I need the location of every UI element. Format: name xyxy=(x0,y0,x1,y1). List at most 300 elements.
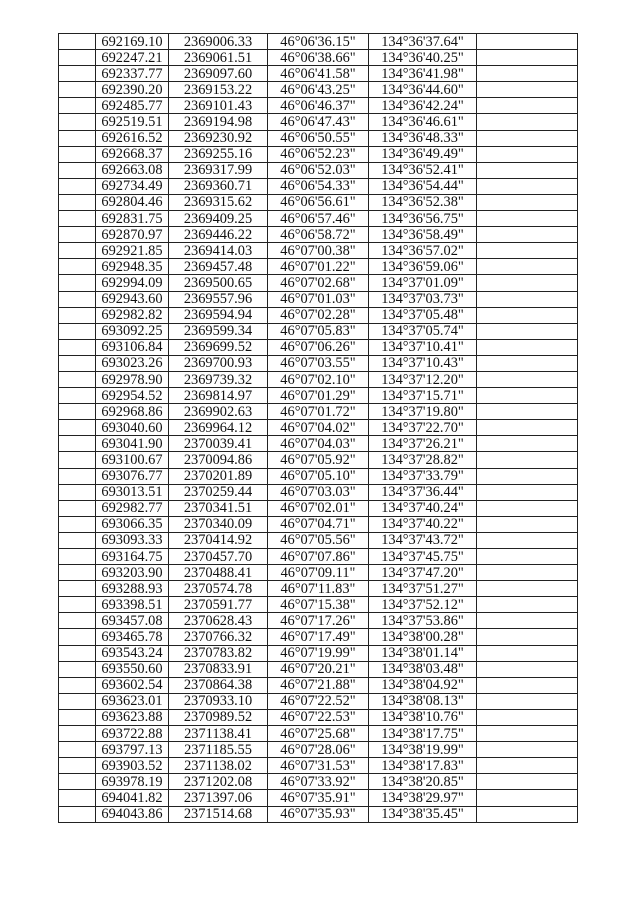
longitude-cell: 134°37'53.86" xyxy=(369,613,477,629)
blank-left-cell xyxy=(59,291,96,307)
table-row xyxy=(59,774,578,790)
longitude-cell: 134°37'05.74" xyxy=(369,323,477,339)
longitude-cell: 134°37'51.27" xyxy=(369,581,477,597)
y-coordinate-cell: 2369446.22 xyxy=(169,227,268,243)
longitude-cell: 134°37'47.20" xyxy=(369,565,477,581)
blank-right-cell xyxy=(477,468,578,484)
blank-right-cell xyxy=(477,114,578,130)
blank-right-cell xyxy=(477,162,578,178)
x-coordinate-cell: 692804.46 xyxy=(96,194,169,210)
blank-left-cell xyxy=(59,371,96,387)
y-coordinate-cell: 2371514.68 xyxy=(169,806,268,822)
x-coordinate-cell: 692390.20 xyxy=(96,82,169,98)
blank-right-cell xyxy=(477,130,578,146)
blank-right-cell xyxy=(477,50,578,66)
table-row xyxy=(59,98,578,114)
blank-left-cell xyxy=(59,549,96,565)
blank-right-cell xyxy=(477,774,578,790)
blank-right-cell xyxy=(477,404,578,420)
x-coordinate-cell: 693623.88 xyxy=(96,709,169,725)
table-row xyxy=(59,758,578,774)
x-coordinate-cell: 692337.77 xyxy=(96,66,169,82)
latitude-cell: 46°07'19.99" xyxy=(268,645,369,661)
x-coordinate-cell: 692948.35 xyxy=(96,259,169,275)
x-coordinate-cell: 692994.09 xyxy=(96,275,169,291)
table-row xyxy=(59,291,578,307)
blank-left-cell xyxy=(59,243,96,259)
y-coordinate-cell: 2370094.86 xyxy=(169,452,268,468)
latitude-cell: 46°07'07.86" xyxy=(268,549,369,565)
table-row xyxy=(59,581,578,597)
blank-right-cell xyxy=(477,323,578,339)
blank-left-cell xyxy=(59,50,96,66)
y-coordinate-cell: 2369739.32 xyxy=(169,371,268,387)
longitude-cell: 134°37'22.70" xyxy=(369,420,477,436)
table-row xyxy=(59,130,578,146)
blank-right-cell xyxy=(477,484,578,500)
latitude-cell: 46°07'06.26" xyxy=(268,339,369,355)
x-coordinate-cell: 692982.82 xyxy=(96,307,169,323)
blank-left-cell xyxy=(59,693,96,709)
x-coordinate-cell: 693457.08 xyxy=(96,613,169,629)
x-coordinate-cell: 693722.88 xyxy=(96,726,169,742)
blank-right-cell xyxy=(477,516,578,532)
y-coordinate-cell: 2370414.92 xyxy=(169,532,268,548)
blank-left-cell xyxy=(59,436,96,452)
latitude-cell: 46°07'20.21" xyxy=(268,661,369,677)
blank-left-cell xyxy=(59,211,96,227)
blank-right-cell xyxy=(477,581,578,597)
blank-right-cell xyxy=(477,726,578,742)
longitude-cell: 134°36'59.06" xyxy=(369,259,477,275)
table-row xyxy=(59,339,578,355)
blank-right-cell xyxy=(477,82,578,98)
longitude-cell: 134°38'03.48" xyxy=(369,661,477,677)
longitude-cell: 134°38'00.28" xyxy=(369,629,477,645)
y-coordinate-cell: 2369700.93 xyxy=(169,355,268,371)
y-coordinate-cell: 2369006.33 xyxy=(169,34,268,50)
latitude-cell: 46°07'04.71" xyxy=(268,516,369,532)
y-coordinate-cell: 2370766.32 xyxy=(169,629,268,645)
latitude-cell: 46°07'02.01" xyxy=(268,500,369,516)
x-coordinate-cell: 692943.60 xyxy=(96,291,169,307)
table-row xyxy=(59,484,578,500)
x-coordinate-cell: 693288.93 xyxy=(96,581,169,597)
latitude-cell: 46°07'03.03" xyxy=(268,484,369,500)
blank-right-cell xyxy=(477,790,578,806)
y-coordinate-cell: 2370340.09 xyxy=(169,516,268,532)
latitude-cell: 46°06'43.25" xyxy=(268,82,369,98)
y-coordinate-cell: 2369230.92 xyxy=(169,130,268,146)
latitude-cell: 46°06'38.66" xyxy=(268,50,369,66)
longitude-cell: 134°36'37.64" xyxy=(369,34,477,50)
latitude-cell: 46°06'56.61" xyxy=(268,194,369,210)
y-coordinate-cell: 2369902.63 xyxy=(169,404,268,420)
longitude-cell: 134°38'35.45" xyxy=(369,806,477,822)
x-coordinate-cell: 693092.25 xyxy=(96,323,169,339)
x-coordinate-cell: 692485.77 xyxy=(96,98,169,114)
blank-left-cell xyxy=(59,709,96,725)
x-coordinate-cell: 693023.26 xyxy=(96,355,169,371)
y-coordinate-cell: 2369814.97 xyxy=(169,388,268,404)
latitude-cell: 46°07'04.02" xyxy=(268,420,369,436)
y-coordinate-cell: 2369194.98 xyxy=(169,114,268,130)
longitude-cell: 134°37'12.20" xyxy=(369,371,477,387)
table-row xyxy=(59,500,578,516)
table-row xyxy=(59,790,578,806)
latitude-cell: 46°06'57.46" xyxy=(268,211,369,227)
x-coordinate-cell: 693066.35 xyxy=(96,516,169,532)
blank-right-cell xyxy=(477,388,578,404)
latitude-cell: 46°07'02.28" xyxy=(268,307,369,323)
table-row xyxy=(59,532,578,548)
blank-right-cell xyxy=(477,98,578,114)
y-coordinate-cell: 2370574.78 xyxy=(169,581,268,597)
latitude-cell: 46°07'01.72" xyxy=(268,404,369,420)
blank-left-cell xyxy=(59,597,96,613)
blank-left-cell xyxy=(59,355,96,371)
longitude-cell: 134°37'33.79" xyxy=(369,468,477,484)
x-coordinate-cell: 692968.86 xyxy=(96,404,169,420)
latitude-cell: 46°06'41.58" xyxy=(268,66,369,82)
latitude-cell: 46°07'05.10" xyxy=(268,468,369,484)
longitude-cell: 134°37'26.21" xyxy=(369,436,477,452)
blank-left-cell xyxy=(59,758,96,774)
blank-left-cell xyxy=(59,645,96,661)
latitude-cell: 46°07'11.83" xyxy=(268,581,369,597)
table-row xyxy=(59,82,578,98)
y-coordinate-cell: 2371397.06 xyxy=(169,790,268,806)
blank-right-cell xyxy=(477,66,578,82)
blank-right-cell xyxy=(477,806,578,822)
blank-left-cell xyxy=(59,661,96,677)
blank-left-cell xyxy=(59,66,96,82)
x-coordinate-cell: 692870.97 xyxy=(96,227,169,243)
blank-left-cell xyxy=(59,516,96,532)
table-row xyxy=(59,162,578,178)
longitude-cell: 134°38'10.76" xyxy=(369,709,477,725)
blank-right-cell xyxy=(477,227,578,243)
y-coordinate-cell: 2369255.16 xyxy=(169,146,268,162)
longitude-cell: 134°38'19.99" xyxy=(369,742,477,758)
table-row xyxy=(59,355,578,371)
latitude-cell: 46°07'15.38" xyxy=(268,597,369,613)
table-row xyxy=(59,34,578,50)
latitude-cell: 46°07'21.88" xyxy=(268,677,369,693)
blank-right-cell xyxy=(477,371,578,387)
x-coordinate-cell: 693550.60 xyxy=(96,661,169,677)
blank-left-cell xyxy=(59,130,96,146)
blank-right-cell xyxy=(477,275,578,291)
x-coordinate-cell: 692668.37 xyxy=(96,146,169,162)
y-coordinate-cell: 2369594.94 xyxy=(169,307,268,323)
latitude-cell: 46°07'17.49" xyxy=(268,629,369,645)
x-coordinate-cell: 692978.90 xyxy=(96,371,169,387)
latitude-cell: 46°06'58.72" xyxy=(268,227,369,243)
blank-left-cell xyxy=(59,452,96,468)
longitude-cell: 134°37'19.80" xyxy=(369,404,477,420)
y-coordinate-cell: 2370591.77 xyxy=(169,597,268,613)
latitude-cell: 46°07'02.10" xyxy=(268,371,369,387)
table-row xyxy=(59,677,578,693)
blank-right-cell xyxy=(477,597,578,613)
latitude-cell: 46°07'03.55" xyxy=(268,355,369,371)
longitude-cell: 134°37'15.71" xyxy=(369,388,477,404)
y-coordinate-cell: 2369964.12 xyxy=(169,420,268,436)
y-coordinate-cell: 2369097.60 xyxy=(169,66,268,82)
blank-right-cell xyxy=(477,693,578,709)
blank-right-cell xyxy=(477,178,578,194)
blank-right-cell xyxy=(477,243,578,259)
blank-right-cell xyxy=(477,532,578,548)
longitude-cell: 134°38'04.92" xyxy=(369,677,477,693)
x-coordinate-cell: 693903.52 xyxy=(96,758,169,774)
latitude-cell: 46°07'02.68" xyxy=(268,275,369,291)
blank-left-cell xyxy=(59,227,96,243)
latitude-cell: 46°06'52.23" xyxy=(268,146,369,162)
table-row xyxy=(59,661,578,677)
x-coordinate-cell: 692982.77 xyxy=(96,500,169,516)
x-coordinate-cell: 692734.49 xyxy=(96,178,169,194)
latitude-cell: 46°07'35.91" xyxy=(268,790,369,806)
longitude-cell: 134°38'17.75" xyxy=(369,726,477,742)
blank-left-cell xyxy=(59,162,96,178)
blank-left-cell xyxy=(59,790,96,806)
blank-right-cell xyxy=(477,307,578,323)
table-row xyxy=(59,307,578,323)
x-coordinate-cell: 693978.19 xyxy=(96,774,169,790)
latitude-cell: 46°07'33.92" xyxy=(268,774,369,790)
blank-left-cell xyxy=(59,484,96,500)
blank-right-cell xyxy=(477,355,578,371)
blank-left-cell xyxy=(59,307,96,323)
x-coordinate-cell: 692954.52 xyxy=(96,388,169,404)
blank-right-cell xyxy=(477,420,578,436)
longitude-cell: 134°36'54.44" xyxy=(369,178,477,194)
longitude-cell: 134°36'56.75" xyxy=(369,211,477,227)
blank-left-cell xyxy=(59,565,96,581)
longitude-cell: 134°37'03.73" xyxy=(369,291,477,307)
blank-right-cell xyxy=(477,34,578,50)
blank-right-cell xyxy=(477,452,578,468)
longitude-cell: 134°36'48.33" xyxy=(369,130,477,146)
x-coordinate-cell: 693602.54 xyxy=(96,677,169,693)
y-coordinate-cell: 2369457.48 xyxy=(169,259,268,275)
x-coordinate-cell: 692663.08 xyxy=(96,162,169,178)
blank-right-cell xyxy=(477,291,578,307)
y-coordinate-cell: 2371185.55 xyxy=(169,742,268,758)
latitude-cell: 46°07'05.92" xyxy=(268,452,369,468)
x-coordinate-cell: 694043.86 xyxy=(96,806,169,822)
y-coordinate-cell: 2369409.25 xyxy=(169,211,268,227)
y-coordinate-cell: 2369414.03 xyxy=(169,243,268,259)
table-row xyxy=(59,629,578,645)
y-coordinate-cell: 2370628.43 xyxy=(169,613,268,629)
y-coordinate-cell: 2370488.41 xyxy=(169,565,268,581)
y-coordinate-cell: 2370341.51 xyxy=(169,500,268,516)
x-coordinate-cell: 693398.51 xyxy=(96,597,169,613)
latitude-cell: 46°07'22.52" xyxy=(268,693,369,709)
table-row xyxy=(59,742,578,758)
table-row xyxy=(59,549,578,565)
longitude-cell: 134°37'10.41" xyxy=(369,339,477,355)
y-coordinate-cell: 2370457.70 xyxy=(169,549,268,565)
y-coordinate-cell: 2370039.41 xyxy=(169,436,268,452)
blank-left-cell xyxy=(59,420,96,436)
latitude-cell: 46°06'52.03" xyxy=(268,162,369,178)
blank-left-cell xyxy=(59,404,96,420)
longitude-cell: 134°37'01.09" xyxy=(369,275,477,291)
latitude-cell: 46°07'01.22" xyxy=(268,259,369,275)
blank-left-cell xyxy=(59,98,96,114)
table-row xyxy=(59,323,578,339)
blank-right-cell xyxy=(477,549,578,565)
y-coordinate-cell: 2370259.44 xyxy=(169,484,268,500)
blank-right-cell xyxy=(477,661,578,677)
x-coordinate-cell: 692616.52 xyxy=(96,130,169,146)
latitude-cell: 46°07'00.38" xyxy=(268,243,369,259)
y-coordinate-cell: 2369101.43 xyxy=(169,98,268,114)
longitude-cell: 134°36'52.38" xyxy=(369,194,477,210)
x-coordinate-cell: 693013.51 xyxy=(96,484,169,500)
longitude-cell: 134°36'44.60" xyxy=(369,82,477,98)
table-row xyxy=(59,388,578,404)
longitude-cell: 134°36'49.49" xyxy=(369,146,477,162)
y-coordinate-cell: 2369061.51 xyxy=(169,50,268,66)
blank-left-cell xyxy=(59,677,96,693)
y-coordinate-cell: 2371138.02 xyxy=(169,758,268,774)
blank-left-cell xyxy=(59,468,96,484)
blank-right-cell xyxy=(477,194,578,210)
latitude-cell: 46°06'50.55" xyxy=(268,130,369,146)
latitude-cell: 46°06'47.43" xyxy=(268,114,369,130)
longitude-cell: 134°37'45.75" xyxy=(369,549,477,565)
longitude-cell: 134°38'08.13" xyxy=(369,693,477,709)
y-coordinate-cell: 2369360.71 xyxy=(169,178,268,194)
blank-left-cell xyxy=(59,742,96,758)
y-coordinate-cell: 2370864.38 xyxy=(169,677,268,693)
blank-left-cell xyxy=(59,581,96,597)
longitude-cell: 134°37'05.48" xyxy=(369,307,477,323)
blank-left-cell xyxy=(59,388,96,404)
table-row xyxy=(59,194,578,210)
x-coordinate-cell: 693100.67 xyxy=(96,452,169,468)
latitude-cell: 46°07'01.29" xyxy=(268,388,369,404)
blank-right-cell xyxy=(477,146,578,162)
y-coordinate-cell: 2369699.52 xyxy=(169,339,268,355)
blank-left-cell xyxy=(59,726,96,742)
y-coordinate-cell: 2370201.89 xyxy=(169,468,268,484)
blank-left-cell xyxy=(59,774,96,790)
blank-left-cell xyxy=(59,323,96,339)
x-coordinate-cell: 692247.21 xyxy=(96,50,169,66)
blank-left-cell xyxy=(59,259,96,275)
table-row xyxy=(59,806,578,822)
longitude-cell: 134°36'46.61" xyxy=(369,114,477,130)
table-row xyxy=(59,516,578,532)
longitude-cell: 134°38'01.14" xyxy=(369,645,477,661)
latitude-cell: 46°07'05.83" xyxy=(268,323,369,339)
blank-right-cell xyxy=(477,709,578,725)
x-coordinate-cell: 693106.84 xyxy=(96,339,169,355)
x-coordinate-cell: 693040.60 xyxy=(96,420,169,436)
coordinate-table-body xyxy=(59,34,578,823)
table-row xyxy=(59,436,578,452)
longitude-cell: 134°37'52.12" xyxy=(369,597,477,613)
table-row xyxy=(59,275,578,291)
y-coordinate-cell: 2370783.82 xyxy=(169,645,268,661)
blank-right-cell xyxy=(477,629,578,645)
blank-left-cell xyxy=(59,146,96,162)
table-row xyxy=(59,66,578,82)
longitude-cell: 134°36'41.98" xyxy=(369,66,477,82)
x-coordinate-cell: 693543.24 xyxy=(96,645,169,661)
latitude-cell: 46°07'35.93" xyxy=(268,806,369,822)
table-row xyxy=(59,146,578,162)
longitude-cell: 134°37'43.72" xyxy=(369,532,477,548)
latitude-cell: 46°06'36.15" xyxy=(268,34,369,50)
table-row xyxy=(59,259,578,275)
longitude-cell: 134°36'58.49" xyxy=(369,227,477,243)
blank-left-cell xyxy=(59,82,96,98)
y-coordinate-cell: 2369315.62 xyxy=(169,194,268,210)
longitude-cell: 134°37'28.82" xyxy=(369,452,477,468)
blank-right-cell xyxy=(477,339,578,355)
longitude-cell: 134°37'36.44" xyxy=(369,484,477,500)
y-coordinate-cell: 2369317.99 xyxy=(169,162,268,178)
table-row xyxy=(59,420,578,436)
blank-left-cell xyxy=(59,532,96,548)
coordinate-table xyxy=(58,33,578,823)
blank-left-cell xyxy=(59,34,96,50)
table-row xyxy=(59,709,578,725)
x-coordinate-cell: 693076.77 xyxy=(96,468,169,484)
latitude-cell: 46°07'04.03" xyxy=(268,436,369,452)
blank-right-cell xyxy=(477,259,578,275)
longitude-cell: 134°37'40.24" xyxy=(369,500,477,516)
table-row xyxy=(59,243,578,259)
x-coordinate-cell: 693164.75 xyxy=(96,549,169,565)
latitude-cell: 46°07'01.03" xyxy=(268,291,369,307)
x-coordinate-cell: 694041.82 xyxy=(96,790,169,806)
blank-left-cell xyxy=(59,178,96,194)
table-row xyxy=(59,468,578,484)
table-row xyxy=(59,211,578,227)
table-row xyxy=(59,565,578,581)
longitude-cell: 134°36'52.41" xyxy=(369,162,477,178)
blank-right-cell xyxy=(477,613,578,629)
table-row xyxy=(59,693,578,709)
blank-left-cell xyxy=(59,339,96,355)
x-coordinate-cell: 693623.01 xyxy=(96,693,169,709)
blank-right-cell xyxy=(477,758,578,774)
blank-left-cell xyxy=(59,806,96,822)
latitude-cell: 46°07'31.53" xyxy=(268,758,369,774)
latitude-cell: 46°07'17.26" xyxy=(268,613,369,629)
longitude-cell: 134°36'57.02" xyxy=(369,243,477,259)
latitude-cell: 46°06'54.33" xyxy=(268,178,369,194)
blank-right-cell xyxy=(477,645,578,661)
blank-right-cell xyxy=(477,211,578,227)
y-coordinate-cell: 2369557.96 xyxy=(169,291,268,307)
latitude-cell: 46°07'05.56" xyxy=(268,532,369,548)
latitude-cell: 46°07'28.06" xyxy=(268,742,369,758)
longitude-cell: 134°37'10.43" xyxy=(369,355,477,371)
blank-left-cell xyxy=(59,114,96,130)
x-coordinate-cell: 692831.75 xyxy=(96,211,169,227)
longitude-cell: 134°37'40.22" xyxy=(369,516,477,532)
blank-left-cell xyxy=(59,629,96,645)
